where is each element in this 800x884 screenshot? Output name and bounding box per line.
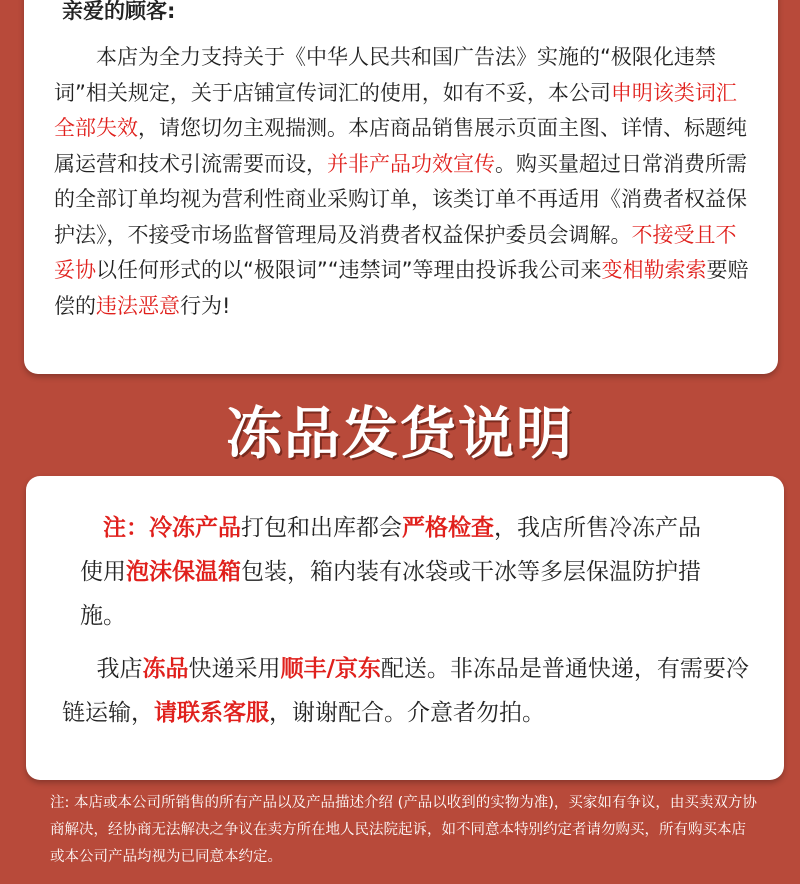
shipping-segment: ，谢谢配合。介意者勿拍。: [269, 700, 545, 726]
notice-segment: 要赔偿的: [54, 258, 749, 318]
shipping-segment: 包装，箱内装有冰袋或干冰等多层保温防护措施。: [80, 559, 701, 629]
notice-segment: 行为!: [180, 293, 231, 318]
notice-highlight: 违法恶意: [96, 293, 180, 318]
shipping-segment: 配送。非冻品是普通快递，有需要冷链运输，: [62, 656, 749, 726]
shipping-highlight: 顺丰/京东: [280, 656, 381, 682]
notice-segment: 。购买量超过日常消费所需的全部订单均视为营利性商业采购订单，该类订单不再适用《消费者权益保护法》，不接受市场监督管理局及消费者权益保护委员会调解。: [54, 151, 747, 247]
shipping-highlight: 注：冷冻产品: [103, 515, 241, 541]
shipping-highlight: 严格检查: [402, 515, 494, 541]
notice-text: [54, 40, 754, 324]
shipping-paragraph-1: [80, 506, 720, 638]
shipping-segment: 快递采用: [188, 656, 281, 682]
shipping-highlight: 请联系客服: [154, 700, 269, 726]
notice-segment: ，请您切勿主观揣测。本店商品销售展示页面主图、详情、标题纯属运营和技术引流需要而设，: [54, 116, 747, 176]
notice-highlight: 申明该类词汇全部失效: [54, 80, 737, 140]
footer-note: 注: 本店或本公司所销售的所有产品以及产品描述介绍 (产品以收到的实物为准)，买家如有争议，由买卖双方协商解决，经协商无法解决之争议在卖方所在地人民法院起诉，如不同意本特别约定者请勿购买，所有购买本店或本公司产品均视为已同意本约定。: [50, 795, 757, 865]
shipping-segment: ，我店所售冷冻产品使用: [80, 515, 701, 585]
greeting: 亲爱的顾客:: [62, 0, 176, 23]
notice-segment: 本店为全力支持关于《中华人民共和国广告法》实施的“极限化违禁词”相关规定，关于店铺宣传词汇的使用，如有不妥，本公司: [54, 45, 716, 105]
section-title: 冻品发货说明: [226, 401, 574, 467]
notice-highlight: 并非产品功效宣传: [327, 151, 495, 176]
notice-highlight: 不接受且不妥协: [54, 222, 737, 282]
shipping-paragraph-2: [62, 647, 752, 735]
shipping-segment: 打包和出库都会: [241, 515, 402, 541]
notice-highlight: 变相勒索索: [601, 258, 707, 282]
shipping-highlight: 冻品: [142, 656, 189, 682]
shipping-highlight: 泡沫保温箱: [126, 559, 241, 585]
notice-segment: 以任何形式的以“极限词”“违禁词”等理由投诉我公司来: [96, 258, 602, 282]
shipping-segment: 我店: [96, 656, 143, 682]
